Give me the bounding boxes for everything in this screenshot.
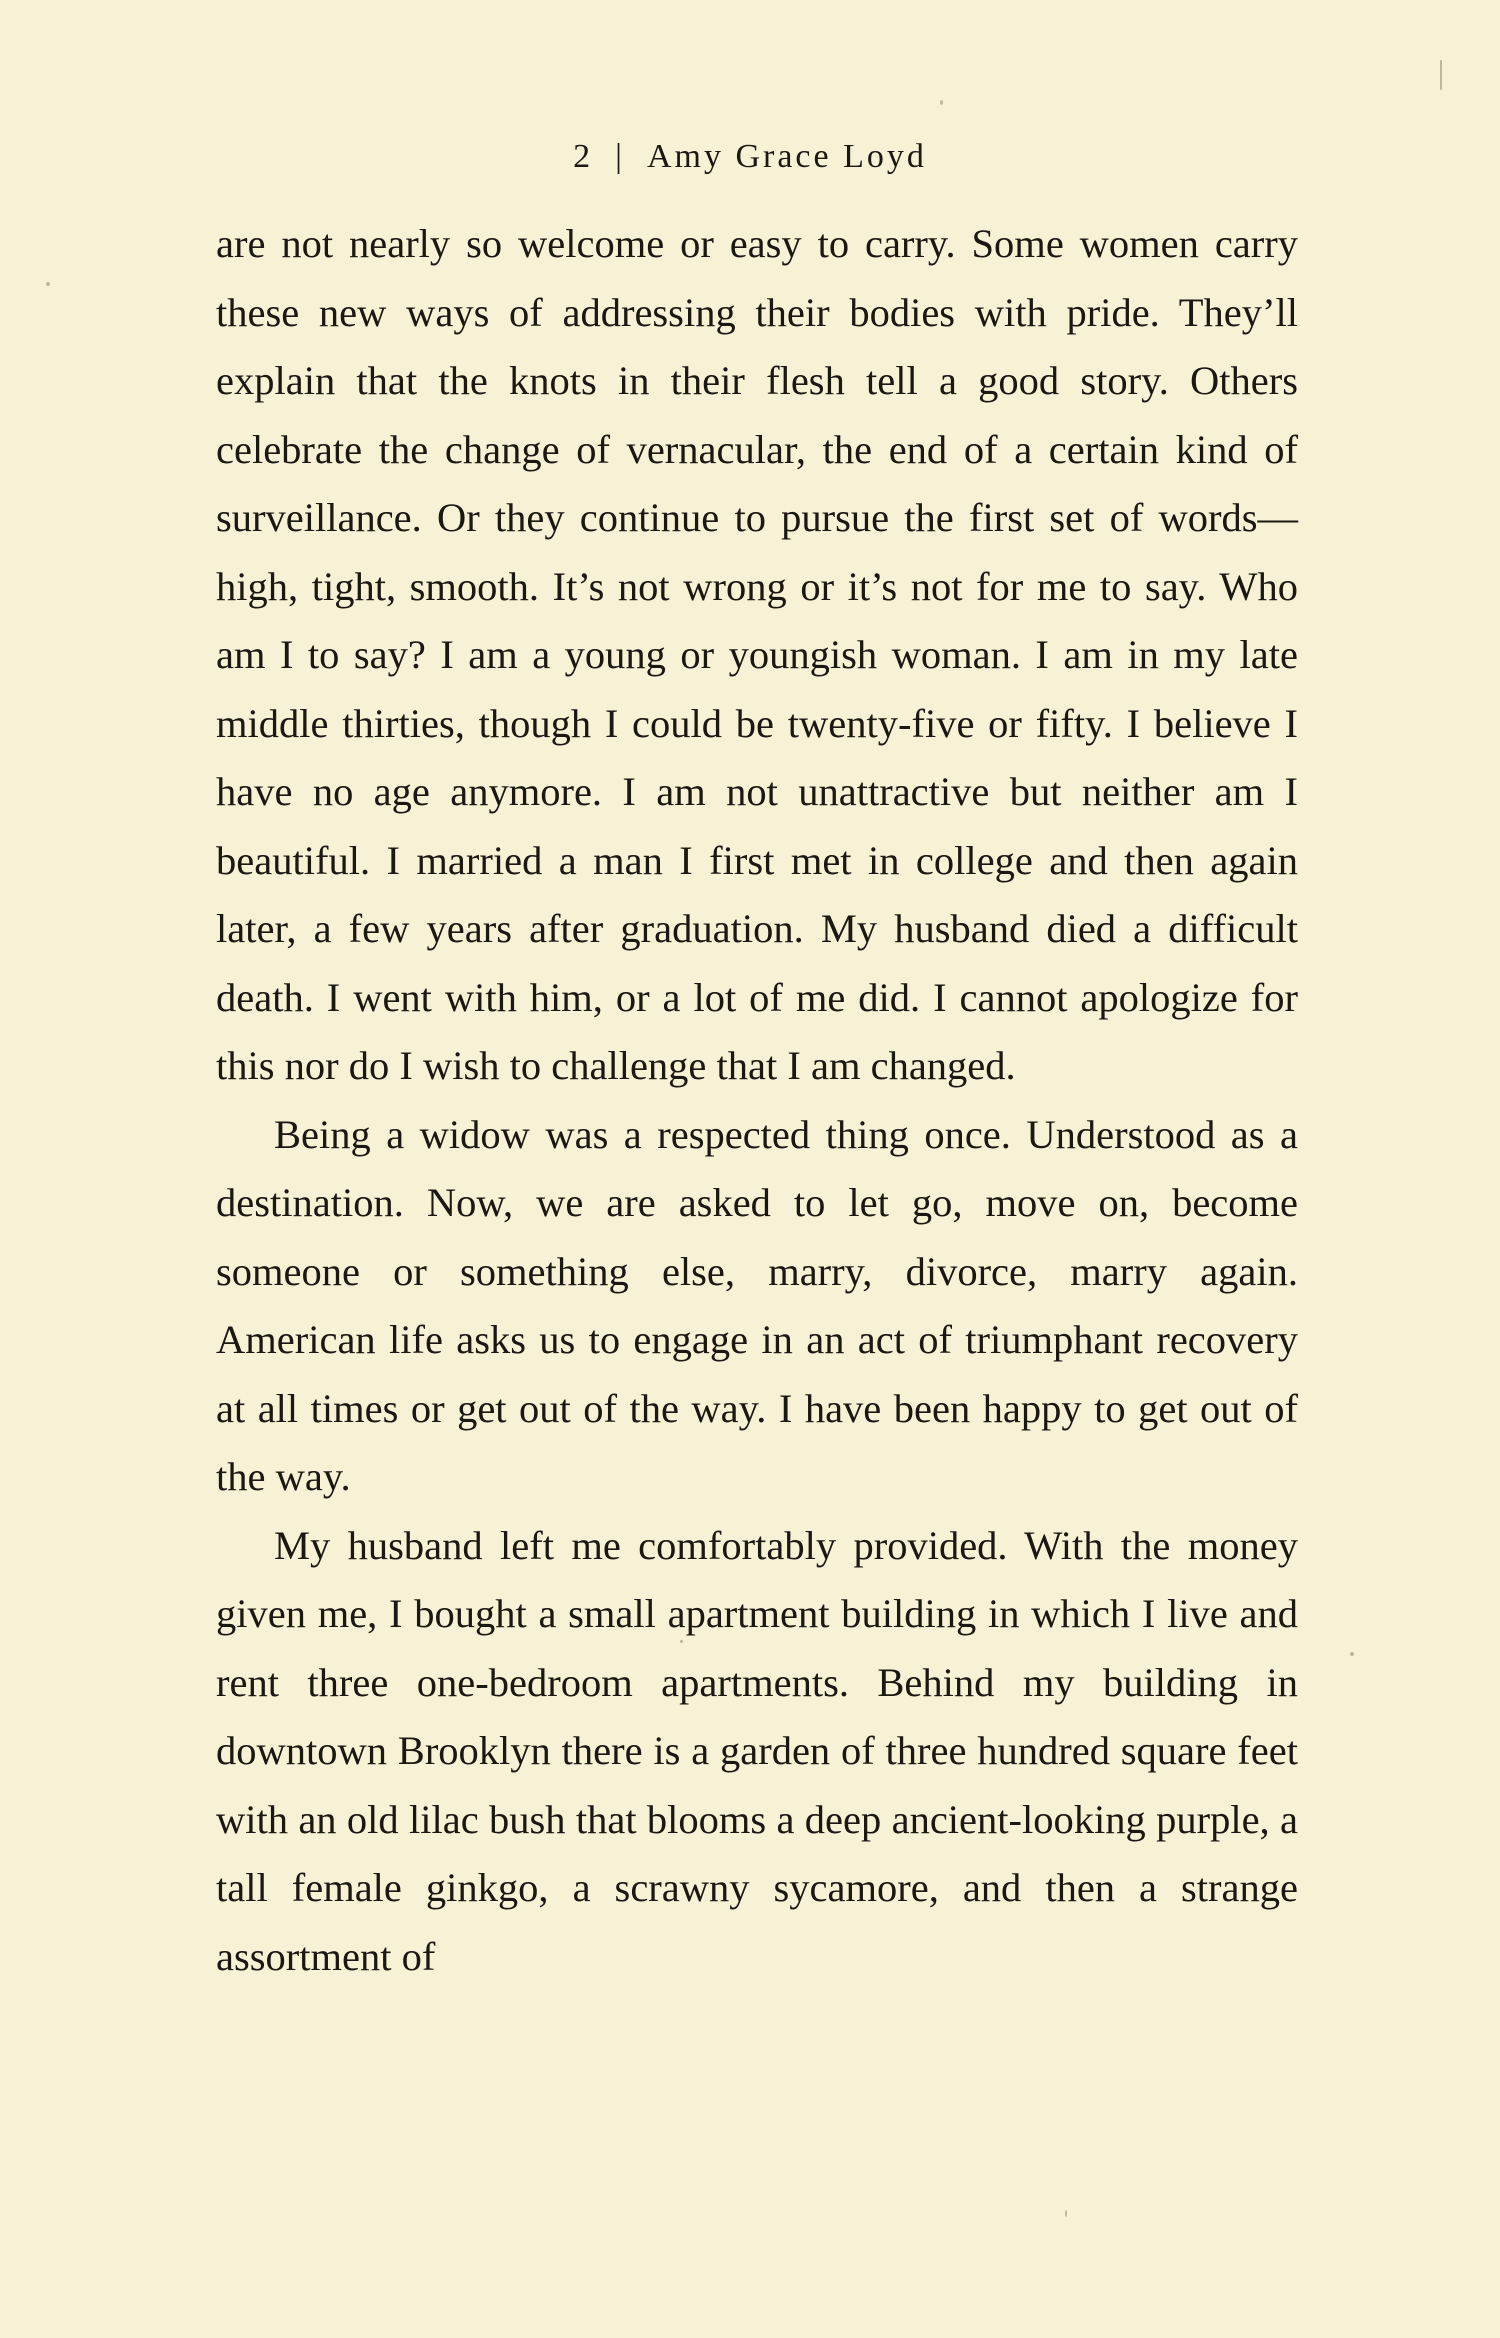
author-name: Amy Grace Loyd bbox=[646, 138, 927, 175]
paper-speck bbox=[940, 100, 943, 105]
paper-speck bbox=[1065, 2210, 1067, 2217]
paper-speck bbox=[1350, 1652, 1354, 1656]
body-text bbox=[216, 210, 1298, 1991]
paragraph-1: are not nearly so welcome or easy to carry. Some women carry these new ways of addressing their bodies with pride. They’ll explain that the knots in their flesh tell a good story. Others celebrate the change of vernacular, the end of a certain kind of surveillance. Or they continue to pursue the first set of words—high, tight, smooth. It’s not wrong or it’s not for me to say. Who am I to say? I am a young or youngish woman. I am in my late middle thirties, though I could be twenty-five or fifty. I believe I have no age anymore. I am not unattractive but neither am I beautiful. I married a man I first met in college and then again later, a few years after graduation. My husband died a difficult death. I went with him, or a lot of me did. I cannot apologize for this nor do I wish to challenge that I am changed. bbox=[216, 221, 1298, 1088]
paper-speck bbox=[1440, 60, 1442, 90]
paper-speck bbox=[680, 1640, 683, 1643]
page-number: 2 bbox=[573, 138, 594, 175]
paragraph-3: My husband left me comfortably provided. With the money given me, I bought a small apartment building in which I live and rent three one-bedroom apartments. Behind my building in downtown Brooklyn there is a garden of three hundred square feet with an old lilac bush that blooms a deep ancient-looking purple, a tall female ginkgo, a scrawny sycamore, and then a strange assortment of bbox=[216, 1522, 1298, 1979]
running-head bbox=[0, 132, 1500, 182]
paragraph-2: Being a widow was a respected thing once. Understood as a destination. Now, we are asked to let go, move on, become someone or something else, marry, divorce, marry again. American life asks us to engage in an act of triumphant recovery at all times or get out of the way. I have been happy to get out of the way. bbox=[216, 1111, 1298, 1499]
header-separator: | bbox=[615, 138, 625, 175]
paper-speck bbox=[46, 282, 50, 286]
